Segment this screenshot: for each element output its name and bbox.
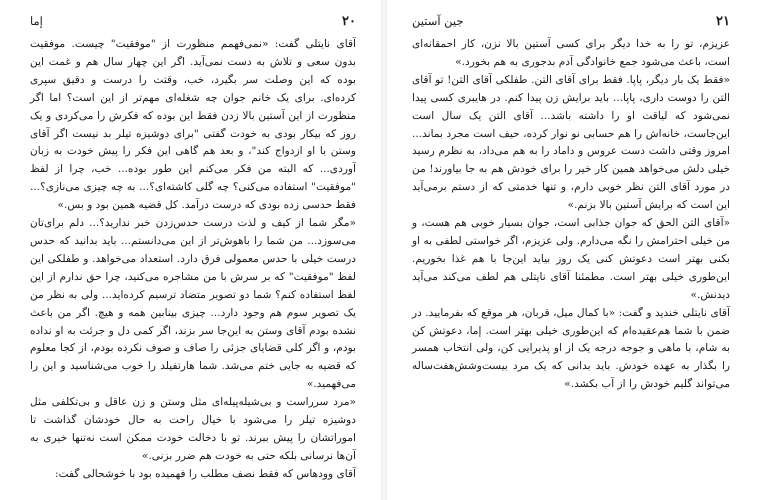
right-page-header (412, 14, 730, 36)
right-page-number: ۲۱ (716, 14, 730, 29)
paragraph: «فقط یک بار دیگر، پاپا. فقط برای آقای التن. طفلکی آقای التن! تو آقای التن را دوست داری، پاپا... باید برایش زن پیدا کنم. در هایبری کسی پیدا نمی‌شود که لیاقت او را داشته باشد... آقای التن یک سال است این‌جاست، خانه‌اش را هم حسابی نو نوار کرده، حیف است مجرد بماند... امروز وقتی داشت دست عروس و داماد را به هم می‌داد، به نظرم رسید خیلی دلش می‌خواهد همین کار خیر را برای خودش هم به جا بیاورند! من در مورد آقای التن نظر خوبی دارم، و تنها خدمتی که از دستم برمی‌آید این است که برایش آستین بالا بزنم.» (412, 73, 730, 212)
right-running-head: جین آستین (412, 14, 464, 28)
left-running-head: إما (30, 14, 43, 28)
paragraph: آقای نایتلی خندید و گفت: «با کمال میل، قربان، هر موقع که بفرمایید. در ضمن با شما هم‌عقیده‌ام که این‌طوری خیلی بهتر است. إما، دعوتش کن به شام، با ماهی و جوجه درجه یک از او پذیرایی کن، ولی انتخاب همسر را بگذار به عهده خودش. باید بدانی که یک مرد بیست‌وشش‌هفت‌ساله می‌تواند گلیم خودش را از آب بکشد.» (412, 306, 730, 391)
paragraph: عزیزم، تو را به خدا دیگر برای کسی آستین بالا نزن، کار احمقانه‌ای است، باعث می‌شود جمع خانوادگی آدم بدجوری به هم بخورد.» (412, 38, 730, 68)
left-page-header (30, 14, 356, 36)
left-page-number: ۲۰ (342, 14, 356, 29)
right-page-body (412, 36, 730, 394)
paragraph: «مرد سرراست و بی‌شیله‌پیله‌ای مثل وستن و زن عاقل و بی‌تکلفی مثل دوشیزه تیلر را می‌شود با خیال راحت به حال خودشان گذاشت تا اموراتشان را پیش ببرند. تو با دخالت خودت ممکن است نه‌تنها خیری به آن‌ها نرسانی بلکه حتی به خودت هم ضرر بزنی.» (30, 396, 356, 462)
left-page-body (30, 36, 356, 484)
paragraph: «آقای التن الحق که جوان جذابی است، جوان بسیار خوبی هم هست، و من خیلی احترامش را نگه می‌دارم. ولی عزیزم، اگر خواستی لطفی به او بکنی بهتر است دعوتش کنی یک روز بیاید این‌جا با هم غذا بخوریم. این‌طوری خیلی بهتر است. مطمئنا آقای نایتلی هم لطف می‌کند می‌آید دیدنش.» (412, 217, 730, 301)
paragraph: آقای نایتلی گفت: «نمی‌فهمم منظورت از "موفقیت" چیست. موفقیت بدون سعی و تلاش به دست نمی‌آید. اگر این چهار سال هم و غمت این بوده که این وصلت سر بگیرد، خب، وقتت را درست و دقیق سپری کرده‌ای. برای یک خانم جوان چه شغله‌ای مهم‌تر از این است؟ اما اگر منظورت از این آستین بالا زدن فقط این بوده که فکرش را می‌کردی و یک روز که بیکار بودی به خودت گفتی "برای دوشیزه تیلر بد نیست اگر آقای وستن با او ازدواج کند"، و بعد هم گاهی این فکر را پیش خودت به زبان آوردی... که البته من فکر می‌کنم این طور بوده... خب، چرا از لفظ "موفقیت" استفاده می‌کنی؟ چه گلی کاشته‌ای؟... به چه چیزی می‌نازی؟... فقط حدسی زده بودی که درست درآمد. کل قضیه همین بود و بس.» (30, 38, 356, 212)
paragraph: آقای وودهاس که فقط نصف مطلب را فهمیده بود با خوشحالی گفت: (55, 467, 356, 480)
paragraph: «مگر شما از کیف و لذت درست حدس‌زدن خبر ندارید؟... دلم برای‌تان می‌سوزد... من شما را باهوش‌تر از این می‌دانستم... باید بدانید که حدس درست خیلی با حدس معمولی فرق دارد. استعداد می‌خواهد. و طفلکی این لفظ "موفقیت" که بر سرش با من مشاجره می‌کنید، چرا حق ندارم از این لفظ استفاده کنم؟ شما دو تصویر متضاد ترسیم کرده‌اید... ولی به نظر من یک تصویر سوم هم وجود دارد... چیزی بینابین همه و هیچ. اگر من باعث نشده بودم آقای وستن به این‌جا سر بزند، اگر کمی دل و جرئت به او نداده بودم، و اگر کلی قضایای جزئی را صاف و صوف نکرده بودم، از کجا معلوم که قضیه به جایی ختم می‌شد. شما هارتفیلد را خوب می‌شناسید و این را می‌فهمید.» (30, 217, 356, 391)
right-page (384, 0, 768, 500)
